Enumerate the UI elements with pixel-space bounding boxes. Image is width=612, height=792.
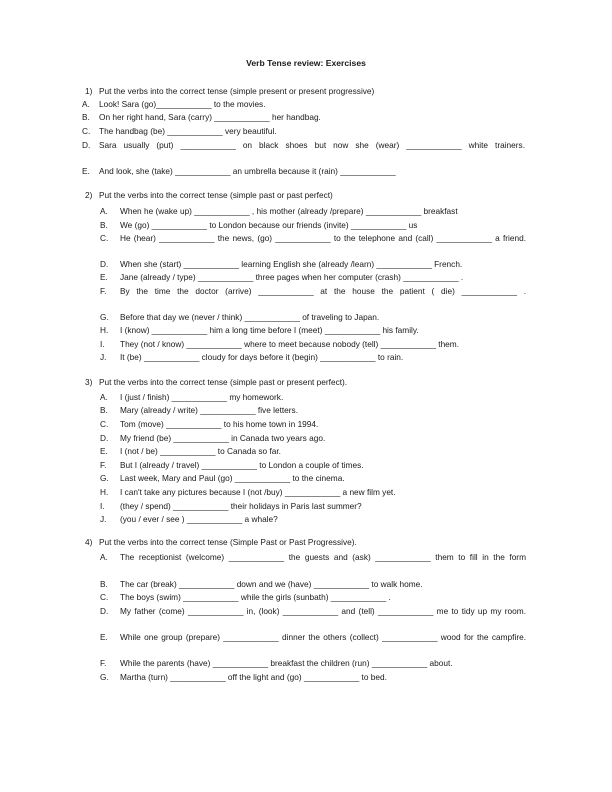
item-letter: J. bbox=[100, 352, 107, 362]
item-text: (you / ever / see ) ____________ a whale? bbox=[120, 514, 278, 524]
item-letter: B. bbox=[100, 405, 108, 415]
section-instruction: Put the verbs into the correct tense (Simple Past or Past Progressive). bbox=[99, 537, 357, 547]
exercise-item bbox=[82, 125, 525, 139]
exercise-item bbox=[100, 391, 526, 405]
item-letter: D. bbox=[100, 433, 109, 443]
exercise-item bbox=[100, 219, 526, 233]
exercise-item bbox=[100, 671, 526, 685]
item-text: Last week, Mary and Paul (go) ____________ to the cinema. bbox=[120, 473, 345, 483]
exercise-item bbox=[100, 432, 526, 446]
item-letter: F. bbox=[100, 460, 107, 470]
item-text: I (not / be) ____________ to Canada so far. bbox=[120, 446, 281, 456]
item-letter: C. bbox=[82, 126, 91, 136]
item-letter: I. bbox=[100, 339, 105, 349]
item-text: The boys (swim) ____________ while the girls (sunbath) ____________ . bbox=[120, 592, 391, 602]
exercise-item bbox=[100, 445, 526, 459]
item-text: Jane (already / type) ____________ three pages when her computer (crash) ____________ . bbox=[120, 272, 464, 282]
exercise-item bbox=[100, 513, 526, 527]
item-text: But I (already / travel) ____________ to London a couple of times. bbox=[120, 460, 364, 470]
item-letter: A. bbox=[100, 392, 108, 402]
exercise-item bbox=[100, 657, 526, 671]
item-letter: D. bbox=[100, 259, 109, 269]
item-letter: H. bbox=[100, 487, 109, 497]
exercise-item bbox=[82, 165, 525, 179]
item-letter: D. bbox=[100, 606, 109, 616]
item-text: He (hear) ____________ the news, (go) ____________ to the telephone and (call) ____________ a friend. bbox=[120, 233, 526, 243]
item-letter: A. bbox=[100, 206, 108, 216]
exercise-item bbox=[100, 351, 526, 365]
item-letter: C. bbox=[100, 419, 109, 429]
item-letter: E. bbox=[100, 446, 108, 456]
exercise-item bbox=[100, 285, 526, 312]
exercise-item bbox=[82, 139, 525, 166]
item-letter: A. bbox=[82, 99, 90, 109]
exercise-item bbox=[100, 605, 526, 632]
exercise-item bbox=[100, 591, 526, 605]
item-text: When he (wake up) ____________ , his mother (already /prepare) ____________ breakfast bbox=[120, 206, 458, 216]
exercise-item bbox=[100, 271, 526, 285]
item-text: While one group (prepare) ____________ dinner the others (collect) ____________ wood for the campfire. bbox=[120, 632, 526, 642]
item-letter: I. bbox=[100, 501, 105, 511]
item-text: I (know) ____________ him a long time before I (meet) ____________ his family. bbox=[120, 325, 419, 335]
item-text: And look, she (take) ____________ an umbrella because it (rain) ____________ bbox=[99, 166, 396, 176]
item-letter: D. bbox=[82, 140, 91, 150]
item-letter: G. bbox=[100, 473, 109, 483]
item-letter: B. bbox=[100, 220, 108, 230]
item-letter: E. bbox=[100, 272, 108, 282]
exercise-item bbox=[100, 418, 526, 432]
exercise-item bbox=[100, 258, 526, 272]
exercise-item bbox=[100, 551, 526, 578]
item-text: On her right hand, Sara (carry) ____________ her handbag. bbox=[99, 112, 321, 122]
exercise-item bbox=[82, 98, 525, 112]
item-letter: E. bbox=[100, 632, 108, 642]
item-text: I (just / finish) ____________ my homework. bbox=[120, 392, 284, 402]
item-text: It (be) ____________ cloudy for days before it (begin) ____________ to rain. bbox=[120, 352, 404, 362]
page-title: Verb Tense review: Exercises bbox=[246, 58, 366, 68]
exercise-item bbox=[100, 324, 526, 338]
item-text: By the time the doctor (arrive) ____________ at the house the patient ( die) ____________ . bbox=[120, 286, 526, 296]
exercise-item bbox=[100, 486, 526, 500]
exercise-item bbox=[100, 205, 526, 219]
item-text: We (go) ____________ to London because our friends (invite) ____________ us bbox=[120, 220, 418, 230]
item-text: Martha (turn) ____________ off the light and (go) ____________ to bed. bbox=[120, 672, 387, 682]
section-instruction: Put the verbs into the correct tense (simple present or present progressive) bbox=[99, 86, 375, 96]
item-text: Sara usually (put) ____________ on black shoes but now she (wear) ____________ white trainers. bbox=[99, 140, 525, 150]
item-text: They (not / know) ____________ where to meet because nobody (tell) ____________ them. bbox=[120, 339, 460, 349]
exercise-item bbox=[100, 459, 526, 473]
item-letter: G. bbox=[100, 672, 109, 682]
item-letter: G. bbox=[100, 312, 109, 322]
item-letter: A. bbox=[100, 552, 108, 562]
item-letter: C. bbox=[100, 233, 109, 243]
item-letter: B. bbox=[82, 112, 90, 122]
section-instruction: Put the verbs into the correct tense (simple past or present perfect). bbox=[99, 377, 348, 387]
section-number: 1) bbox=[85, 86, 93, 96]
section-number: 2) bbox=[85, 190, 93, 200]
section-number: 4) bbox=[85, 537, 93, 547]
exercise-item bbox=[100, 631, 526, 658]
exercise-item bbox=[100, 472, 526, 486]
item-text: The car (break) ____________ down and we (have) ____________ to walk home. bbox=[120, 579, 423, 589]
item-text: My friend (be) ____________ in Canada two years ago. bbox=[120, 433, 326, 443]
item-text: The receptionist (welcome) ____________ the guests and (ask) ____________ them to fill in the form bbox=[120, 552, 526, 562]
item-text: Before that day we (never / think) ____________ of traveling to Japan. bbox=[120, 312, 380, 322]
item-text: My father (come) ____________ in, (look) ____________ and (tell) ____________ me to tidy up my room. bbox=[120, 606, 526, 616]
item-text: Look! Sara (go)____________ to the movies. bbox=[99, 99, 266, 109]
item-text: While the parents (have) ____________ breakfast the children (run) ____________ about. bbox=[120, 658, 453, 668]
exercise-item bbox=[100, 578, 526, 592]
item-text: Tom (move) ____________ to his home town in 1994. bbox=[120, 419, 319, 429]
item-letter: F. bbox=[100, 286, 107, 296]
exercise-item bbox=[100, 404, 526, 418]
item-letter: B. bbox=[100, 579, 108, 589]
item-text: (they / spend) ____________ their holidays in Paris last summer? bbox=[120, 501, 362, 511]
exercise-item bbox=[100, 311, 526, 325]
exercise-item bbox=[100, 500, 526, 514]
item-letter: J. bbox=[100, 514, 107, 524]
item-letter: H. bbox=[100, 325, 109, 335]
section-number: 3) bbox=[85, 377, 93, 387]
exercise-item bbox=[82, 111, 525, 125]
item-letter: E. bbox=[82, 166, 90, 176]
exercise-item bbox=[100, 232, 526, 259]
item-text: When she (start) ____________ learning English she (already /learn) ____________ French. bbox=[120, 259, 463, 269]
item-letter: F. bbox=[100, 658, 107, 668]
item-text: I can't take any pictures because I (not /buy) ____________ a new film yet. bbox=[120, 487, 396, 497]
exercise-item bbox=[100, 338, 526, 352]
item-letter: C. bbox=[100, 592, 109, 602]
item-text: The handbag (be) ____________ very beautiful. bbox=[99, 126, 277, 136]
item-text: Mary (already / write) ____________ five letters. bbox=[120, 405, 299, 415]
section-instruction: Put the verbs into the correct tense (simple past or past perfect) bbox=[99, 190, 333, 200]
